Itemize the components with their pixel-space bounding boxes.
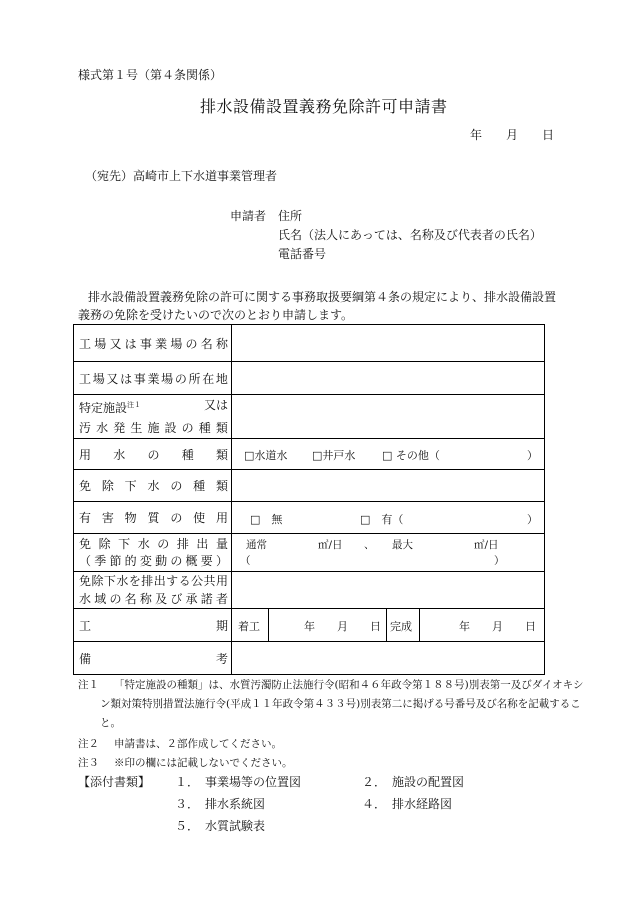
attachments-label: 【添付書類】 bbox=[78, 775, 151, 789]
addressee: （宛先）高崎市上下水道事業管理者 bbox=[85, 169, 278, 183]
label-construction-period: 工 期 bbox=[79, 618, 228, 633]
facility-address-field[interactable] bbox=[232, 362, 545, 395]
table-row bbox=[74, 325, 545, 362]
label-hazardous-substance: 有 害 物 質 の 使 用 bbox=[79, 511, 228, 525]
table-row bbox=[74, 439, 545, 470]
attachment-item: ４． 排水経路図 bbox=[362, 797, 453, 811]
intro-line-2: 義務の免除を受けたいので次のとおり申請します。 bbox=[78, 308, 354, 322]
construction-end-label: 完成 bbox=[390, 620, 412, 633]
note1-label: 注１ bbox=[78, 679, 99, 691]
water-source-other-close: ） bbox=[527, 449, 538, 462]
label-seasonal-variation: （ 季 節 的 変 動 の 概 要 ） bbox=[79, 553, 228, 568]
table-row bbox=[74, 470, 545, 502]
label-exempt-wastewater-type: 免 除 下 水 の 種 類 bbox=[79, 479, 228, 493]
table-row bbox=[74, 609, 545, 642]
attachment-item: ５． 水質試験表 bbox=[175, 819, 266, 833]
discharge-max-label: 最大 bbox=[392, 539, 413, 551]
date-line: 年 月 日 bbox=[470, 128, 555, 142]
table-row bbox=[74, 534, 545, 572]
water-source-well-checkbox[interactable]: □井戸水 bbox=[312, 449, 356, 462]
form-number: 様式第１号（第４条関係） bbox=[78, 68, 223, 82]
application-table bbox=[73, 324, 545, 675]
label-discharge-volume: 免 除 下 水 の 排 出 量 bbox=[79, 536, 228, 551]
label-facility-address: 工 場 又 は 事 業 場 の 所 在 地 bbox=[79, 371, 228, 386]
table-row bbox=[74, 395, 545, 439]
note2-text: 申請書は、２部作成してください。 bbox=[114, 738, 282, 750]
seasonal-paren-close: ） bbox=[494, 555, 505, 567]
construction-end-date[interactable]: 年 月 日 bbox=[459, 620, 536, 633]
water-source-tap-checkbox[interactable]: □水道水 bbox=[244, 449, 288, 462]
table-row bbox=[74, 642, 545, 675]
label-water-source: 用 水 の 種 類 bbox=[79, 447, 228, 462]
hazardous-yes-checkbox[interactable]: □ 有（ bbox=[360, 513, 404, 526]
applicant-label: 申請者 bbox=[230, 209, 267, 223]
discharge-normal-unit: ㎥/日 bbox=[318, 539, 343, 551]
public-waters-field[interactable] bbox=[232, 572, 545, 609]
divider bbox=[268, 609, 269, 641]
hazardous-none-checkbox[interactable]: □ 無 bbox=[250, 513, 283, 526]
table-row bbox=[74, 362, 545, 395]
water-source-other-checkbox[interactable]: □ その他（ bbox=[382, 449, 440, 462]
attachment-item: ２． 施設の配置図 bbox=[362, 775, 465, 789]
label-remarks: 備 考 bbox=[79, 651, 228, 666]
label-facility-name: 工 場 又 は 事 業 場 の 名 称 bbox=[79, 336, 228, 351]
table-row bbox=[74, 572, 545, 609]
exempt-wastewater-type-field[interactable] bbox=[232, 470, 545, 502]
document-title: 排水設備設置義務免除許可申請書 bbox=[200, 97, 448, 116]
discharge-max-unit: ㎥/日 bbox=[474, 539, 499, 551]
applicant-address: 住所 bbox=[278, 209, 303, 223]
attachment-item: ３． 排水系統図 bbox=[175, 797, 266, 811]
label-specific-facility: 特定施設注１ 又は bbox=[79, 398, 228, 415]
divider bbox=[386, 609, 387, 641]
facility-name-field[interactable] bbox=[232, 325, 545, 362]
note3-text: ※印の欄には記載しないでください。 bbox=[114, 757, 293, 769]
facility-type-field[interactable] bbox=[232, 395, 545, 439]
discharge-separator: 、 bbox=[364, 539, 375, 551]
label-wastewater-facility-type: 汚 水 発 生 施 設 の 種 類 bbox=[79, 421, 228, 435]
label-approver: 水 域 の 名 称 及 び 承 諾 者 bbox=[79, 592, 228, 606]
hazardous-yes-close: ） bbox=[527, 513, 538, 526]
table-row bbox=[74, 502, 545, 534]
construction-start-date[interactable]: 年 月 日 bbox=[304, 620, 381, 633]
remarks-field[interactable] bbox=[232, 642, 545, 675]
divider bbox=[419, 609, 420, 641]
note1-line2: ン類対策特別措置法施行令(平成１１年政令第４３３号)別表第二に掲げる号番号及び名称を記載するこ bbox=[100, 698, 581, 710]
seasonal-paren-open: （ bbox=[240, 555, 251, 567]
applicant-name: 氏名（法人にあっては、名称及び代表者の氏名） bbox=[278, 228, 542, 242]
note1-line1: 「特定施設の種類」は、水質汚濁防止法施行令(昭和４６年政令第１８８号)別表第一及びダイオキシ bbox=[114, 679, 584, 691]
discharge-normal-label: 通常 bbox=[246, 539, 267, 551]
applicant-phone: 電話番号 bbox=[278, 247, 327, 261]
note2-label: 注２ bbox=[78, 738, 99, 750]
construction-start-label: 着工 bbox=[238, 620, 260, 633]
intro-line-1: 排水設備設置義務免除の許可に関する事務取扱要綱第４条の規定により、排水設備設置 bbox=[88, 290, 557, 304]
attachment-item: １． 事業場等の位置図 bbox=[175, 775, 302, 789]
note3-label: 注３ bbox=[78, 757, 99, 769]
label-public-waters: 免 除 下 水 を 排 出 す る 公 共 用 bbox=[79, 574, 228, 588]
note1-line3: と。 bbox=[100, 717, 121, 729]
